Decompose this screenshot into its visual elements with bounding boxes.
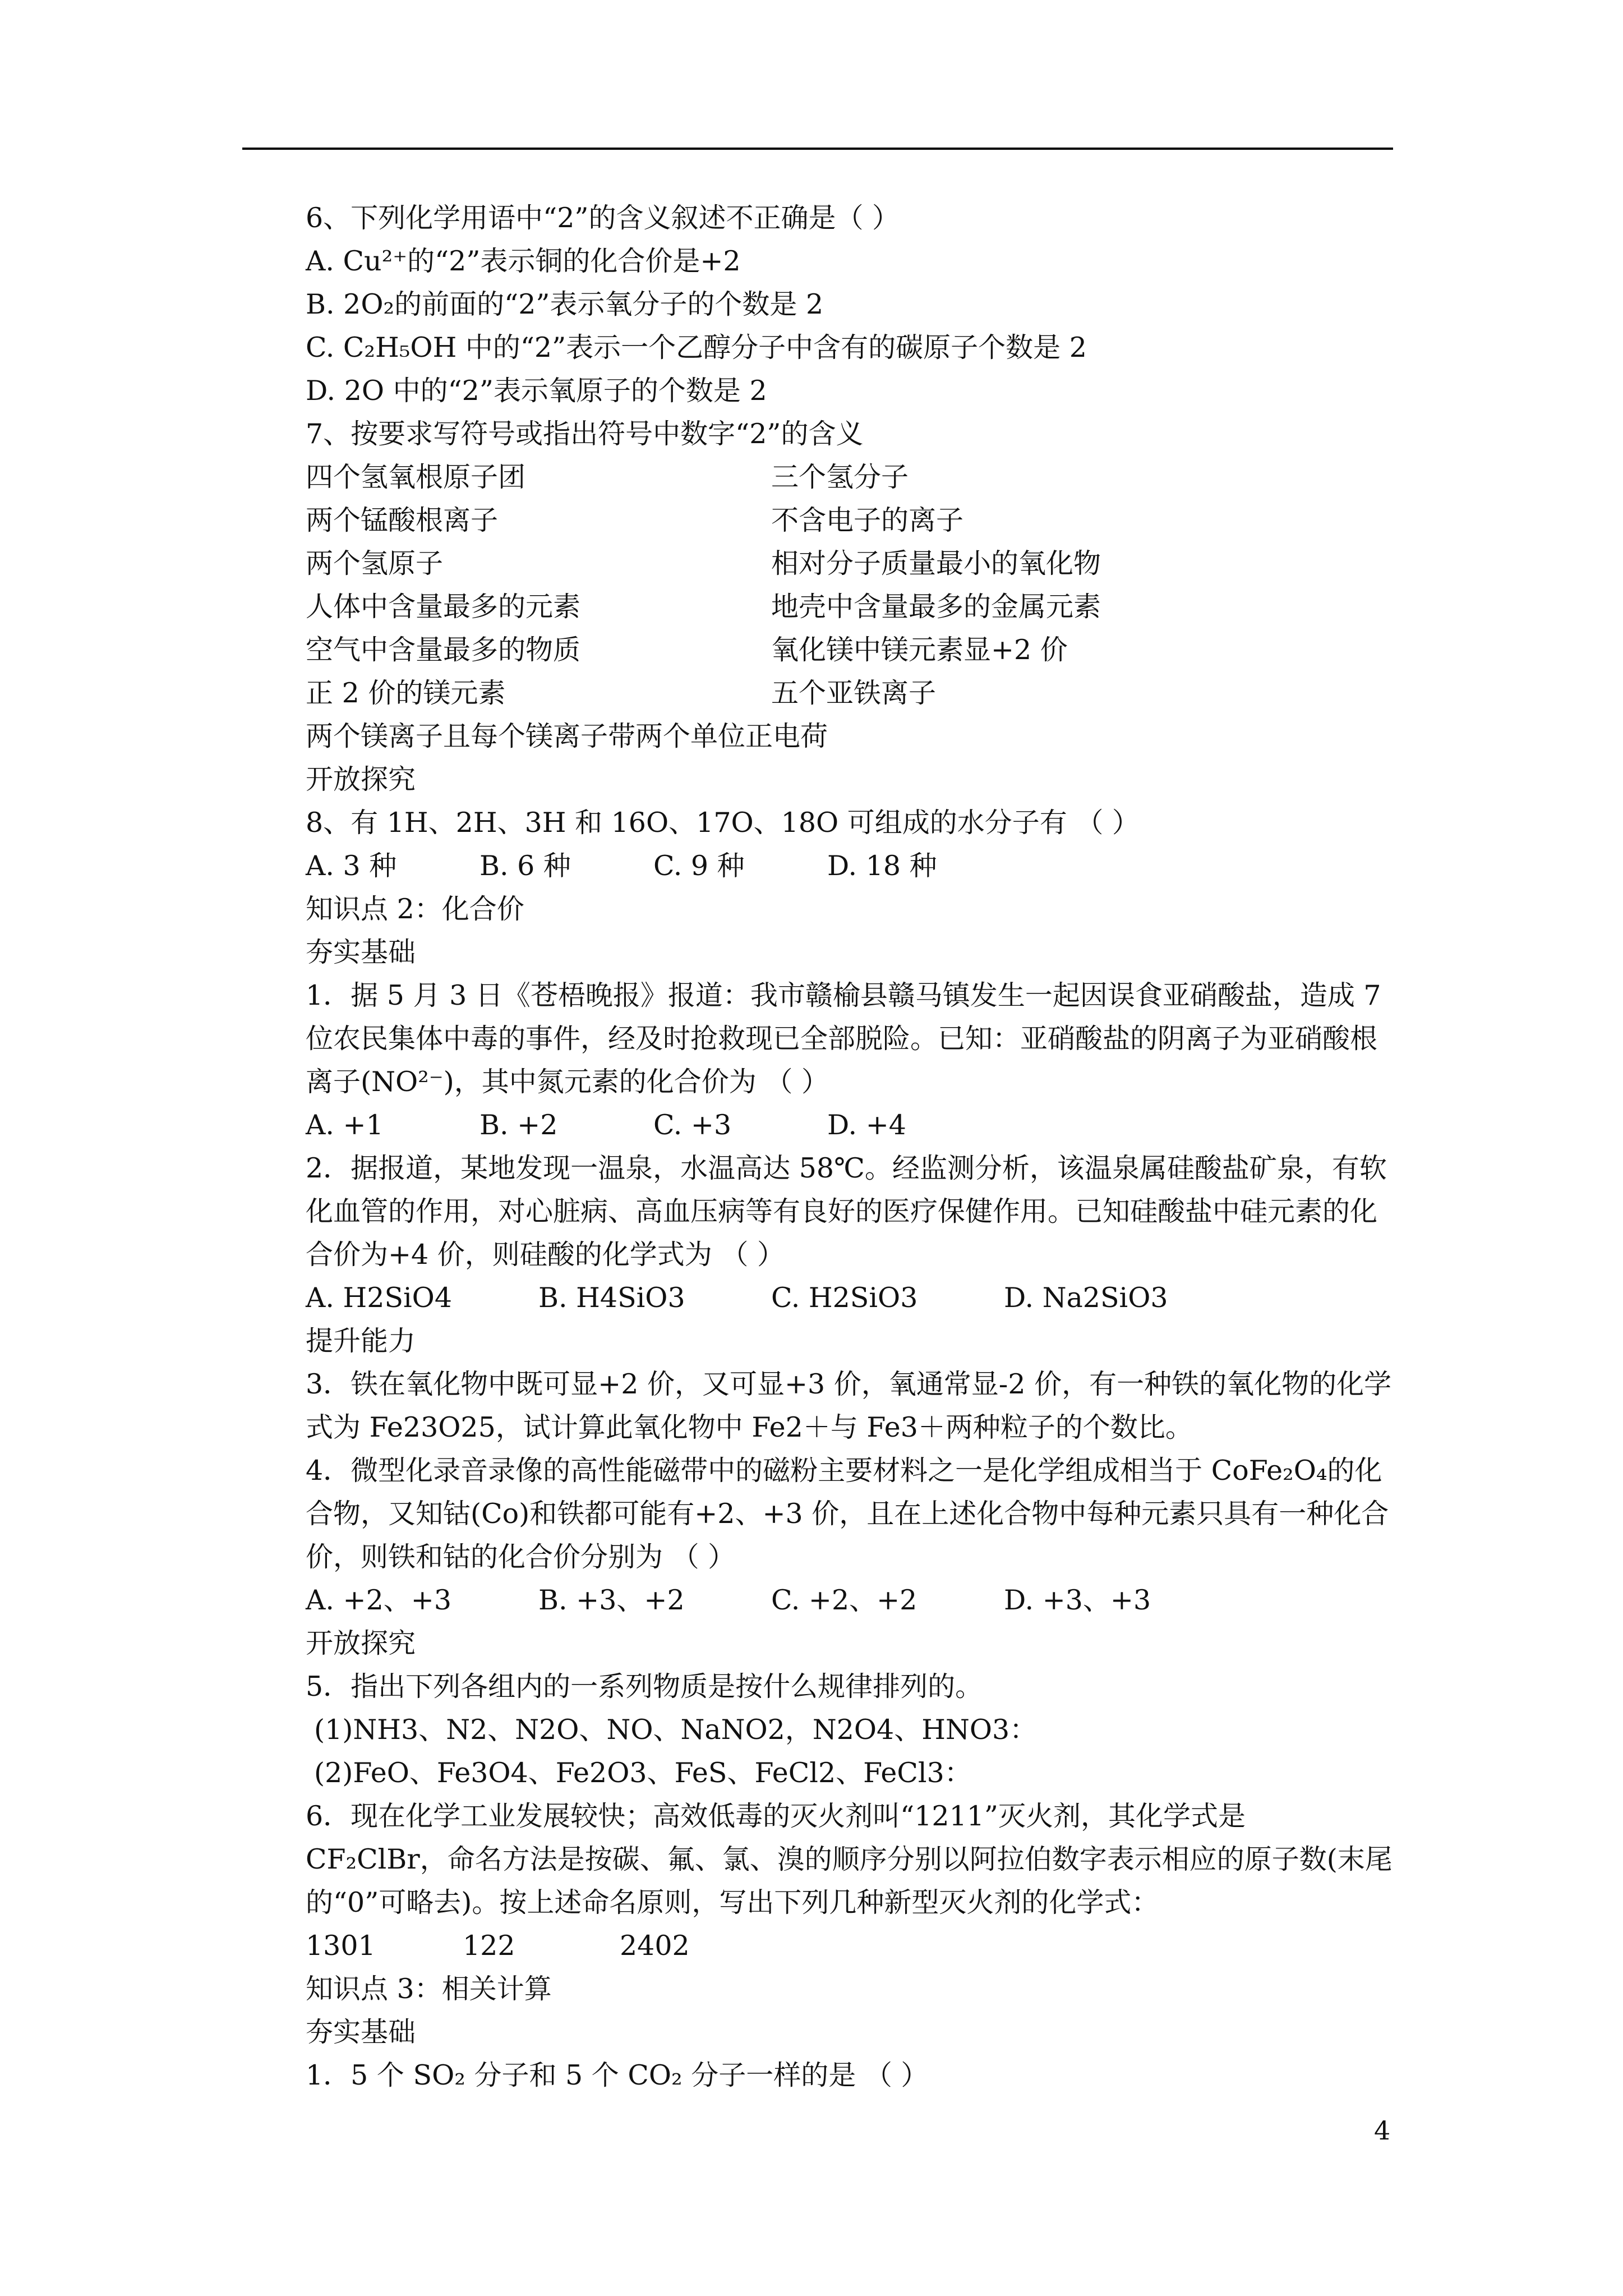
- option-c: C. +2、+2: [771, 1584, 917, 1616]
- code-item: 2402: [620, 1930, 690, 1962]
- option-d: D. +3、+3: [1004, 1584, 1151, 1616]
- option-b: B. +3、+2: [538, 1584, 685, 1616]
- symbol-item: 正 2 价的镁元素: [306, 677, 506, 709]
- option-a: A. 3 种: [306, 850, 397, 882]
- symbol-row: [306, 671, 1394, 715]
- code-item: 122: [463, 1930, 515, 1962]
- symbol-item: 空气中含量最多的物质: [306, 634, 581, 666]
- option-b: B. +2: [479, 1109, 558, 1141]
- problem-5-item: (1)NH3、N2、N2O、NO、NaNO2，N2O4、HNO3：: [314, 1714, 1038, 1746]
- option-a: A. +1: [306, 1109, 384, 1141]
- options-row: [306, 844, 1394, 887]
- option-a: A. +2、+3: [306, 1584, 452, 1616]
- calc-question-1: 1．5 个 SO₂ 分子和 5 个 CO₂ 分子一样的是 （ ）: [306, 2059, 929, 2091]
- symbol-item: 地壳中含量最多的金属元素: [771, 591, 1101, 623]
- problem-5: 5．指出下列各组内的一系列物质是按什么规律排列的。: [306, 1671, 983, 1703]
- question-8: 8、有 1H、2H、3H 和 16O、17O、18O 可组成的水分子有 （ ）: [306, 807, 1140, 839]
- section-heading: 开放探究: [306, 763, 416, 795]
- option-c: C. C₂H₅OH 中的“2”表示一个乙醇分子中含有的碳原子个数是 2: [306, 332, 1087, 364]
- symbol-row: [306, 628, 1394, 671]
- option-b: B. H4SiO3: [538, 1282, 685, 1314]
- option-d: D. +4: [827, 1109, 906, 1141]
- knowledge-point-heading: 知识点 3：相关计算: [306, 1973, 552, 2005]
- problem-1: 1．据 5 月 3 日《苍梧晚报》报道：我市赣榆县赣马镇发生一起因误食亚硝酸盐，造成 7 位农民集体中毒的事件，经及时抢救现已全部脱险。已知：亚硝酸盐的阴离子为亚硝酸根离子(NO²⁻)，其中氮元素的化合价为 （ ）: [306, 979, 1381, 1098]
- section-heading: 夯实基础: [306, 2016, 416, 2048]
- symbol-row: [306, 542, 1394, 585]
- option-d: D. 2O 中的“2”表示氧原子的个数是 2: [306, 375, 767, 407]
- option-b: B. 6 种: [479, 850, 571, 882]
- option-d: D. Na2SiO3: [1004, 1282, 1168, 1314]
- question-7: 7、按要求写符号或指出符号中数字“2”的含义: [306, 418, 864, 450]
- symbol-row: [306, 499, 1394, 542]
- problem-6: 6．现在化学工业发展较快；高效低毒的灭火剂叫“1211”灭火剂，其化学式是 CF₂ClBr，命名方法是按碳、氟、氯、溴的顺序分别以阿拉伯数字表示相应的原子数(末尾的“0”可略去)。按上述命名原则，写出下列几种新型灭火剂的化学式：: [306, 1800, 1393, 1918]
- symbol-item: 两个氢原子: [306, 547, 444, 579]
- section-heading: 开放探究: [306, 1627, 416, 1659]
- problem-4: 4．微型化录音录像的高性能磁带中的磁粉主要材料之一是化学组成相当于 CoFe₂O₄的化合物，又知钴(Co)和铁都可能有+2、+3 价，且在上述化合物中每种元素只具有一种化合价，则铁和钴的化合价分别为 （ ）: [306, 1455, 1389, 1573]
- section-heading: 夯实基础: [306, 936, 416, 968]
- section-heading: 提升能力: [306, 1325, 416, 1357]
- symbol-item: 两个锰酸根离子: [306, 504, 499, 536]
- symbol-item: 人体中含量最多的元素: [306, 591, 581, 623]
- problem-5-item: (2)FeO、Fe3O4、Fe2O3、FeS、FeCl2、FeCl3：: [314, 1757, 972, 1789]
- option-a: A. H2SiO4: [306, 1282, 453, 1314]
- code-row: [306, 1924, 1394, 1967]
- option-a: A. Cu²⁺的“2”表示铜的化合价是+2: [306, 245, 741, 277]
- options-row: [306, 1579, 1394, 1622]
- symbol-item-last: 两个镁离子且每个镁离子带两个单位正电荷: [306, 720, 828, 752]
- header-rule: [242, 148, 1393, 150]
- option-d: D. 18 种: [827, 850, 937, 882]
- symbol-item: 五个亚铁离子: [771, 677, 937, 709]
- option-c: C. H2SiO3: [771, 1282, 918, 1314]
- page-content: [306, 196, 1394, 2097]
- code-item: 1301: [306, 1930, 376, 1962]
- question-6: 6、下列化学用语中“2”的含义叙述不正确是（ ）: [306, 202, 900, 234]
- problem-2: 2．据报道，某地发现一温泉，水温高达 58℃。经监测分析，该温泉属硅酸盐矿泉，有软化血管的作用，对心脏病、高血压病等有良好的医疗保健作用。已知硅酸盐中硅元素的化合价为+4 价，则硅酸的化学式为 （ ）: [306, 1152, 1387, 1271]
- option-c: C. +3: [653, 1109, 732, 1141]
- symbol-item: 不含电子的离子: [771, 504, 964, 536]
- option-b: B. 2O₂的前面的“2”表示氧分子的个数是 2: [306, 288, 824, 320]
- symbol-item: 四个氢氧根原子团: [306, 461, 526, 493]
- problem-3: 3．铁在氧化物中既可显+2 价，又可显+3 价，氧通常显-2 价，有一种铁的氧化物的化学式为 Fe23O25，试计算此氧化物中 Fe2＋与 Fe3＋两种粒子的个数比。: [306, 1368, 1392, 1443]
- page-number: 4: [1374, 2115, 1391, 2146]
- options-row: [306, 1103, 1394, 1147]
- symbol-row: [306, 455, 1394, 499]
- symbol-row: [306, 585, 1394, 628]
- symbol-item: 相对分子质量最小的氧化物: [771, 547, 1101, 579]
- symbol-item: 氧化镁中镁元素显+2 价: [771, 634, 1068, 666]
- options-row: [306, 1276, 1394, 1319]
- symbol-item: 三个氢分子: [771, 461, 909, 493]
- knowledge-point-heading: 知识点 2：化合价: [306, 893, 524, 925]
- option-c: C. 9 种: [653, 850, 745, 882]
